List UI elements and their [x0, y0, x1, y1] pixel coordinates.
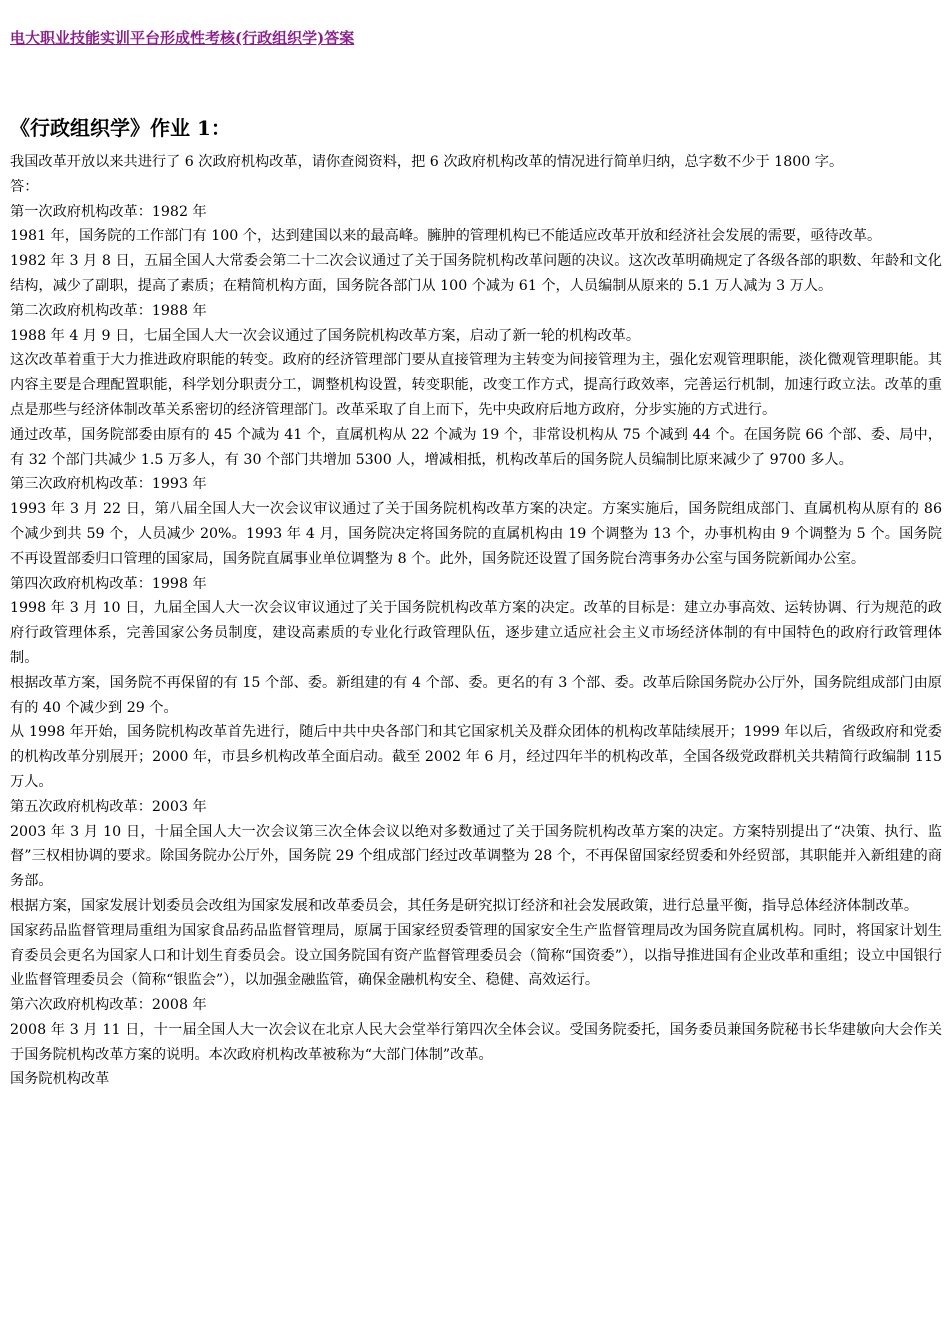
assignment-heading: 《行政组织学》作业 1： — [10, 116, 231, 140]
paragraph: 第一次政府机构改革：1982 年 — [10, 203, 207, 220]
paragraph: 我国改革开放以来共进行了 6 次政府机构改革，请你查阅资料，把 6 次政府机构改革的情况进行简单归纳，总字数不少于 1800 字。 — [10, 154, 844, 170]
paragraph: 1988 年 4 月 9 日，七届全国人大一次会议通过了国务院机构改革方案，启动了新一轮的机构改革。 — [10, 327, 641, 344]
paragraph: 1993 年 3 月 22 日，第八届全国人大一次会议审议通过了关于国务院机构改革方案的决定。方案实施后，国务院组成部门、直属机构从原有的 86 个减少到共 59 个，人员减少 20%。1993 年 4 月，国务院决定将国务院的直属机构由 19 个调整为 13 个，办事机构由 9 个调整为 5 个。国务院不再设置部委归口管理的国家局，国务院直属事业单位调整为 8 个。此外，国务院还设置了国务院台湾事务办公室与国务院新闻办公室。 — [10, 501, 942, 567]
paragraph: 通过改革，国务院部委由原有的 45 个减为 41 个，直属机构从 22 个减为 19 个，非常设机构从 75 个减到 44 个。在国务院 66 个部、委、局中，有 32 个部门共减少 1.5 万多人，有 30 个部门共增加 5300 人，增减相抵，机构改革后的国务院人员编制比原来减少了 9700 多人。 — [10, 426, 942, 468]
paragraph: 根据方案，国家发展计划委员会改组为国家发展和改革委员会，其任务是研究拟订经济和社会发展政策，进行总量平衡，指导总体经济体制改革。 — [10, 897, 919, 914]
paragraph: 国家药品监督管理局重组为国家食品药品监督管理局，原属于国家经贸委管理的国家安全生产监督管理局改为国务院直属机构。同时，将国家计划生育委员会更名为国家人口和计划生育委员会。设立国务院国有资产监督管理委员会（简称“国资委”），以指导推进国有企业改革和重组；设立中国银行业监督管理委员会（简称“银监会”），以加强金融监管，确保金融机构安全、稳健、高效运行。 — [10, 922, 942, 989]
paragraph: 答： — [10, 178, 39, 195]
paragraph: 2008 年 3 月 11 日，十一届全国人大一次会议在北京人民大会堂举行第四次全体会议。受国务院委托，国务委员兼国务院秘书长华建敏向大会作关于国务院机构改革方案的说明。本次政府机构改革被称为“大部门体制”改革。 — [10, 1021, 942, 1063]
paragraph: 第二次政府机构改革：1988 年 — [10, 302, 207, 319]
paragraph: 第四次政府机构改革：1998 年 — [10, 575, 207, 592]
paragraph: 1982 年 3 月 8 日，五届全国人大常委会第二十二次会议通过了关于国务院机构改革问题的决议。这次改革明确规定了各级各部的职数、年龄和文化结构，减少了副职，提高了素质；在精简机构方面，国务院各部门从 100 个减为 61 个，人员编制从原来的 5.1 万人减为 3 万人。 — [10, 253, 942, 294]
paragraph: 从 1998 年开始，国务院机构改革首先进行，随后中共中央各部门和其它国家机关及群众团体的机构改革陆续展开；1999 年以后，省级政府和党委的机构改革分别展开；2000 年，市县乡机构改革全面启动。截至 2002 年 6 月，经过四年半的机构改革，全国各级党政群机关共精简行政编制 115 万人。 — [10, 724, 942, 790]
paragraph: 第三次政府机构改革：1993 年 — [10, 476, 207, 493]
document-body — [10, 150, 942, 1092]
title-link[interactable]: 电大职业技能实训平台形成性考核(行政组织学)答案 — [10, 29, 355, 47]
paragraph: 国务院机构改革 — [10, 1071, 110, 1088]
paragraph: 根据改革方案，国务院不再保留的有 15 个部、委。新组建的有 4 个部、委。更名的有 3 个部、委。改革后除国务院办公厅外，国务院组成部门由原有的 40 个减少到 29 个。 — [10, 674, 942, 716]
paragraph: 第六次政府机构改革：2008 年 — [10, 997, 207, 1014]
paragraph: 第五次政府机构改革：2003 年 — [10, 798, 207, 815]
paragraph: 1998 年 3 月 10 日，九届全国人大一次会议审议通过了关于国务院机构改革方案的决定。改革的目标是：建立办事高效、运转协调、行为规范的政府行政管理体系，完善国家公务员制度，建设高素质的专业化行政管理队伍，逐步建立适应社会主义市场经济体制的有中国特色的政府行政管理体制。 — [10, 600, 942, 666]
paragraph: 1981 年，国务院的工作部门有 100 个，达到建国以来的最高峰。臃肿的管理机构已不能适应改革开放和经济社会发展的需要，亟待改革。 — [10, 228, 882, 245]
paragraph: 2003 年 3 月 10 日，十届全国人大一次会议第三次全体会议以绝对多数通过了关于国务院机构改革方案的决定。方案特别提出了“决策、执行、监督”三权相协调的要求。除国务院办公厅外，国务院 29 个组成部门经过改革调整为 28 个，不再保留国家经贸委和外经贸部，其职能并入新组建的商务部。 — [10, 823, 942, 890]
paragraph: 这次改革着重于大力推进政府职能的转变。政府的经济管理部门要从直接管理为主转变为间接管理为主，强化宏观管理职能，淡化微观管理职能。其内容主要是合理配置职能，科学划分职责分工，调整机构设置，转变职能，改变工作方式，提高行政效率，完善运行机制，加速行政立法。改革的重点是那些与经济体制改革关系密切的经济管理部门。改革采取了自上而下，先中央政府后地方政府，分步实施的方式进行。 — [10, 352, 942, 418]
